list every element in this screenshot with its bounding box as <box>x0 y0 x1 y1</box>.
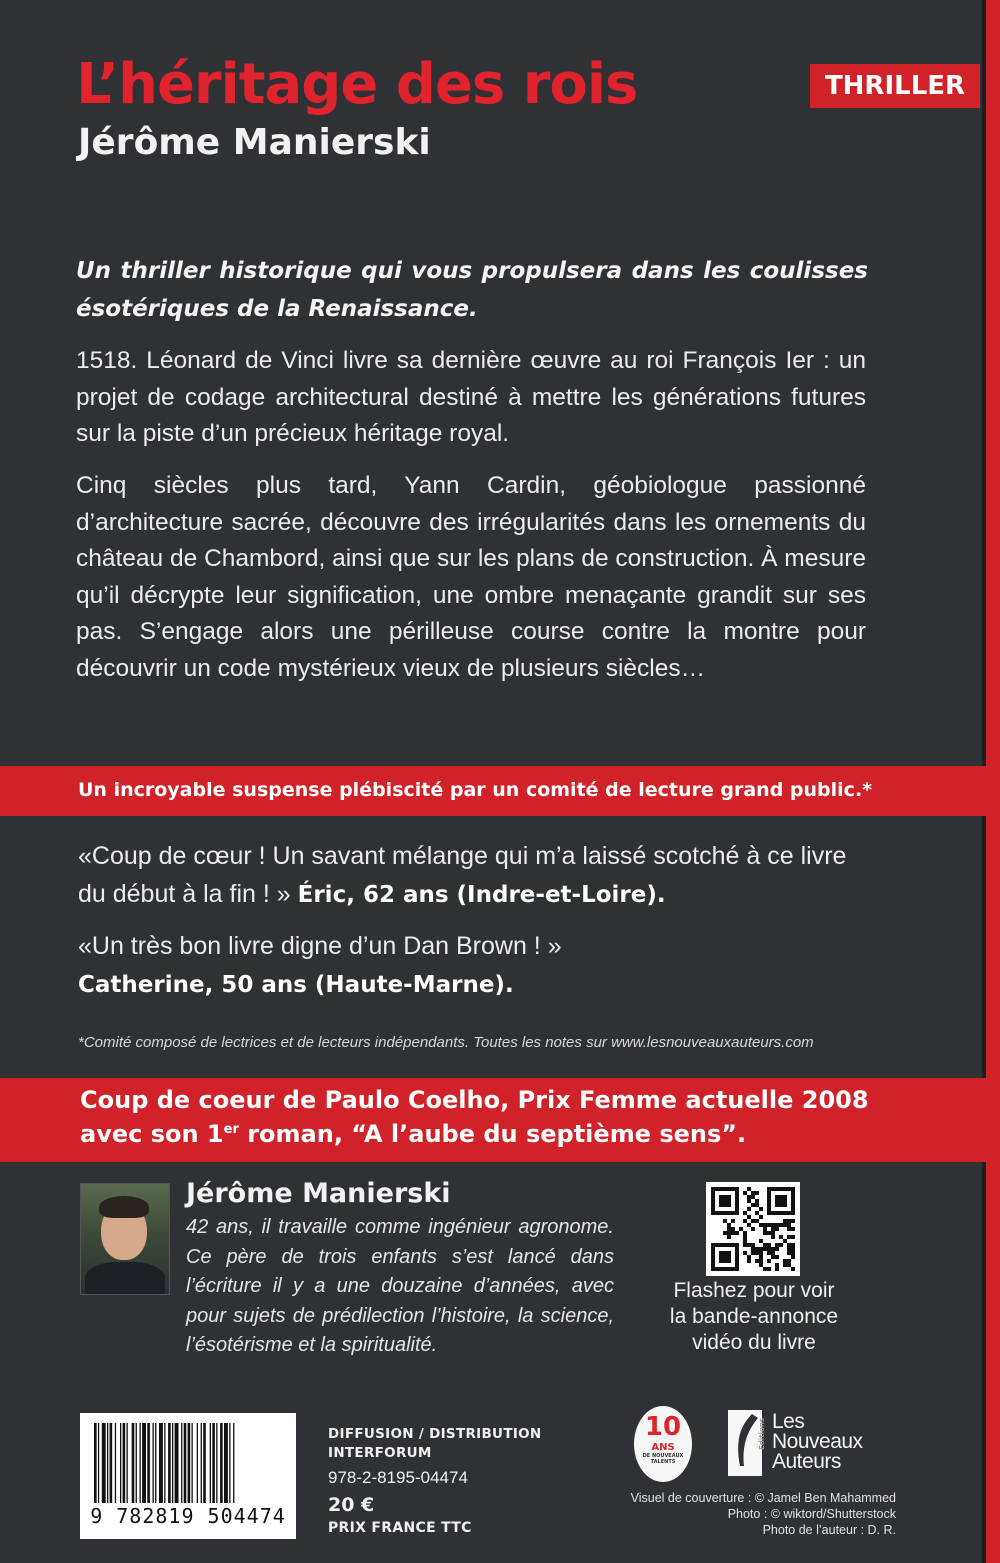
quote-1-author: Éric, 62 ans (Indre-et-Loire). <box>297 882 666 908</box>
book-author: Jérôme Manierski <box>78 122 431 163</box>
image-credits <box>631 1490 896 1538</box>
anniversary-logo <box>634 1406 692 1482</box>
author-photo-body <box>85 1262 165 1295</box>
red-edge-stripe <box>986 0 1000 1563</box>
quote-1-text: «Coup de cœur ! Un savant mélange qui m’a laissé scotché à ce livre du début à la fin ! » <box>78 842 847 908</box>
qr-caption-line-1: Flashez pour voir <box>673 1279 835 1302</box>
award-line-2 <box>80 1120 746 1148</box>
book-price: 20 € <box>328 1494 375 1516</box>
price-note: PRIX FRANCE TTC <box>328 1520 472 1536</box>
award-line-2-prefix: avec son 1 <box>80 1120 224 1148</box>
reader-quote-2 <box>78 927 878 1004</box>
qr-caption <box>640 1278 868 1356</box>
distribution-label: DIFFUSION / DISTRIBUTION <box>328 1426 542 1442</box>
anniversary-number: 10 <box>644 1412 682 1442</box>
praise-banner <box>0 766 986 816</box>
award-banner <box>0 1078 986 1162</box>
genre-badge: THRILLER <box>810 64 980 108</box>
qr-caption-line-3: vidéo du livre <box>692 1331 816 1354</box>
quote-2-text: «Un très bon livre digne d’un Dan Brown ! » <box>78 932 562 960</box>
tagline: Un thriller historique qui vous propulsera dans les coulisses ésotériques de la Renaissance. <box>76 258 868 322</box>
praise-banner-text: Un incroyable suspense plébiscité par un comité de lecture grand public.* <box>78 779 873 801</box>
anniversary-word: ANS <box>651 1442 675 1453</box>
publisher-name <box>772 1412 863 1472</box>
bio-author-name: Jérôme Manierski <box>186 1178 451 1209</box>
publisher-name-line-1: Les <box>772 1410 805 1433</box>
author-photo <box>80 1183 170 1295</box>
barcode-digits: 9 782819 504474 <box>90 1504 286 1528</box>
summary-paragraph-1: 1518. Léonard de Vinci livre sa dernière œuvre au roi François Ier : un projet de codage architectural destiné à mettre les générations futures sur la piste d’un précieux héritage royal. <box>76 347 866 447</box>
credit-author-photo: Photo de l’auteur : D. R. <box>762 1523 896 1537</box>
quote-2-author: Catherine, 50 ans (Haute-Marne). <box>78 972 514 998</box>
award-line-2-suffix: roman, “A l’aube du septième sens”. <box>238 1120 747 1148</box>
reader-quote-1 <box>78 837 878 914</box>
credit-photo: Photo : © wiktord/Shutterstock <box>727 1507 896 1521</box>
publisher-name-line-3: Auteurs <box>772 1450 841 1473</box>
qr-caption-line-2: la bande-annonce <box>669 1305 839 1328</box>
credit-cover: Visuel de couverture : © Jamel Ben Mahammed <box>630 1491 896 1505</box>
distributor-name: INTERFORUM <box>328 1445 432 1461</box>
committee-footnote: *Comité composé de lectrices et de lecteurs indépendants. Toutes les notes sur www.lesnouveauxauteurs.com <box>78 1034 814 1051</box>
quill-logo-icon <box>728 1410 762 1476</box>
anniversary-tagline: DE NOUVEAUX TALENTS <box>642 1453 684 1465</box>
publisher-edition-label: Éditions <box>758 1418 766 1450</box>
summary-paragraph-2: Cinq siècles plus tard, Yann Cardin, géobiologue passionné d’architecture sacrée, découvre des irrégularités dans les ornements du château de Chambord, ainsi que sur les plans de construction. À mesure qu’il décrypte leur signification, une ombre menaçante grandit sur ses pas. S’engage alors une périlleuse course contre la montre pour découvrir un code mystérieux vieux de plusieurs siècles… <box>76 472 866 682</box>
author-bio-text: 42 ans, il travaille comme ingénieur agronome. Ce père de trois enfants s’est lancé dans l’écriture il y a une douzaine d’années, avec pour sujets de prédilection l’histoire, la science, l’ésotérisme et la spiritualité. <box>186 1216 614 1356</box>
award-ordinal-suffix: er <box>223 1122 239 1137</box>
author-photo-hair <box>99 1196 149 1218</box>
award-line-1: Coup de coeur de Paulo Coelho, Prix Femme actuelle 2008 <box>80 1086 869 1114</box>
publisher-name-line-2: Nouveaux <box>772 1430 863 1453</box>
isbn-number: 978-2-8195-04474 <box>328 1468 468 1487</box>
qr-code[interactable] <box>706 1182 800 1276</box>
book-title: L’héritage des rois <box>76 52 638 117</box>
